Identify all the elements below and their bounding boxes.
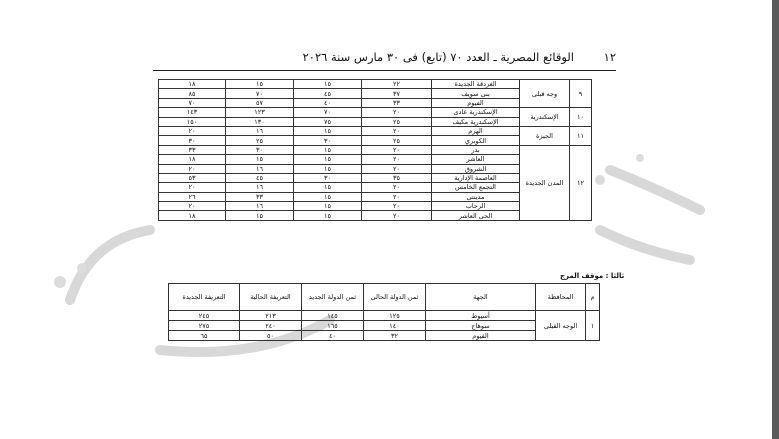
value-cell: ٢٤٥ bbox=[169, 311, 240, 321]
value-cell: ٢٢ bbox=[362, 80, 432, 89]
row-number-cell: ١٠ bbox=[570, 108, 592, 127]
value-cell: ٣٣ bbox=[362, 98, 432, 107]
column-header: المحافظة bbox=[536, 284, 586, 311]
value-cell: ١٢٣ bbox=[226, 108, 294, 117]
table-row bbox=[159, 80, 592, 89]
column-header: ثمن الدولة الحالى bbox=[364, 284, 426, 311]
city-cell: الكوبري bbox=[432, 136, 520, 145]
value-cell: ١٥ bbox=[294, 202, 362, 211]
row-number-cell: ٩ bbox=[570, 80, 592, 108]
window-edge bbox=[772, 0, 779, 439]
fare-table-marg bbox=[168, 283, 600, 341]
city-cell: العاصمة الإدارية bbox=[432, 173, 520, 182]
value-cell: ١٣٠ bbox=[226, 117, 294, 126]
value-cell: ٣٢ bbox=[364, 331, 426, 341]
header-rule bbox=[153, 70, 616, 71]
value-cell: ١٥ bbox=[294, 145, 362, 154]
value-cell: ٣٠ bbox=[294, 136, 362, 145]
value-cell: ١٨ bbox=[159, 155, 226, 164]
value-cell: ٧٥ bbox=[294, 117, 362, 126]
value-cell: ٢٠ bbox=[362, 192, 432, 201]
value-cell: ٢٠ bbox=[362, 155, 432, 164]
value-cell: ٢٠ bbox=[362, 183, 432, 192]
value-cell: ٣٣ bbox=[159, 145, 226, 154]
city-cell: الشروق bbox=[432, 164, 520, 173]
value-cell: ٢١٣ bbox=[240, 311, 302, 321]
value-cell: ٣٠ bbox=[226, 145, 294, 154]
region-cell: الإسكندرية bbox=[520, 108, 570, 127]
value-cell: ٢٠ bbox=[159, 126, 226, 135]
value-cell: ٣٠ bbox=[159, 136, 226, 145]
city-cell: الرحاب bbox=[432, 202, 520, 211]
value-cell: ٢٥ bbox=[226, 136, 294, 145]
page-header bbox=[156, 50, 616, 68]
value-cell: ١٥ bbox=[294, 80, 362, 89]
destination-cell: أسيوط bbox=[426, 311, 536, 321]
value-cell: ٥٧ bbox=[226, 98, 294, 107]
table-row bbox=[169, 311, 600, 321]
gazette-title: الوقائع المصرية ـ العدد ٧٠ (تابع) فى ٣٠ مارس سنة ٢٠٢٦ bbox=[302, 50, 574, 64]
value-cell: ٢٠ bbox=[362, 108, 432, 117]
value-cell: ٣٠ bbox=[294, 173, 362, 182]
region-cell: الجيزة bbox=[520, 126, 570, 145]
value-cell: ٢٠ bbox=[159, 164, 226, 173]
value-cell: ١٦ bbox=[226, 126, 294, 135]
value-cell: ١٥ bbox=[294, 126, 362, 135]
value-cell: ١٥ bbox=[226, 211, 294, 220]
value-cell: ١٦٥ bbox=[302, 321, 364, 331]
row-number-cell: ١١ bbox=[570, 126, 592, 145]
value-cell: ١٢٥ bbox=[364, 311, 426, 321]
value-cell: ١٨ bbox=[159, 80, 226, 89]
value-cell: ١٥ bbox=[294, 211, 362, 220]
value-cell: ٧٠ bbox=[294, 108, 362, 117]
value-cell: ١٨ bbox=[159, 211, 226, 220]
destination-cell: الفيوم bbox=[426, 331, 536, 341]
destination-cell: سوهاج bbox=[426, 321, 536, 331]
value-cell: ٢٥ bbox=[362, 117, 432, 126]
region-cell: المدن الجديدة bbox=[520, 145, 570, 220]
value-cell: ١٥ bbox=[294, 155, 362, 164]
value-cell: ٢٠ bbox=[159, 183, 226, 192]
city-cell: التجمع الخامس bbox=[432, 183, 520, 192]
value-cell: ٦٥ bbox=[169, 331, 240, 341]
column-header: التعريفة الحالية bbox=[240, 284, 302, 311]
value-cell: ٤٠ bbox=[302, 331, 364, 341]
value-cell: ١٤٥ bbox=[302, 311, 364, 321]
value-cell: ٢٥ bbox=[362, 136, 432, 145]
column-header: الجهة bbox=[426, 284, 536, 311]
city-cell: مدينتى bbox=[432, 192, 520, 201]
value-cell: ٣٥ bbox=[362, 173, 432, 182]
value-cell: ٢٠ bbox=[159, 202, 226, 211]
value-cell: ٧٠ bbox=[226, 89, 294, 98]
table-row bbox=[169, 321, 600, 331]
value-cell: ٢٠ bbox=[362, 202, 432, 211]
value-cell: ٣٣ bbox=[226, 192, 294, 201]
section-title: ثالثا : موقف المرج bbox=[560, 272, 625, 280]
table-row bbox=[159, 126, 592, 135]
row-number-cell: ١ bbox=[586, 311, 600, 341]
value-cell: ٤٥ bbox=[294, 89, 362, 98]
city-cell: العاشر bbox=[432, 155, 520, 164]
region-cell: وجه قبلى bbox=[520, 80, 570, 108]
value-cell: ١٥ bbox=[294, 164, 362, 173]
city-cell: بدر bbox=[432, 145, 520, 154]
city-cell: الإسكندرية عادى bbox=[432, 108, 520, 117]
value-cell: ١٥ bbox=[226, 155, 294, 164]
city-cell: الهرم bbox=[432, 126, 520, 135]
value-cell: ٧٠ bbox=[159, 98, 226, 107]
table-row bbox=[159, 108, 592, 117]
value-cell: ٨٥ bbox=[159, 89, 226, 98]
value-cell: ١٥ bbox=[294, 183, 362, 192]
value-cell: ١٦ bbox=[226, 183, 294, 192]
city-cell: الحى العاشر bbox=[432, 211, 520, 220]
value-cell: ١٥ bbox=[226, 80, 294, 89]
value-cell: ٥٣ bbox=[159, 173, 226, 182]
value-cell: ٢٠ bbox=[362, 164, 432, 173]
value-cell: ١٥ bbox=[294, 192, 362, 201]
city-cell: الإسكندرية مكيف bbox=[432, 117, 520, 126]
column-header: التعريفة الجديدة bbox=[169, 284, 240, 311]
value-cell: ١٥٠ bbox=[159, 117, 226, 126]
value-cell: ١٤٠ bbox=[364, 321, 426, 331]
value-cell: ٤٠ bbox=[294, 98, 362, 107]
city-cell: بنى سويف bbox=[432, 89, 520, 98]
value-cell: ١٦ bbox=[226, 202, 294, 211]
table-row bbox=[169, 331, 600, 341]
city-cell: الغردقة الجديدة bbox=[432, 80, 520, 89]
value-cell: ٣٧ bbox=[362, 89, 432, 98]
city-cell: الفيوم bbox=[432, 98, 520, 107]
value-cell: ٢٠ bbox=[362, 211, 432, 220]
column-header: م bbox=[586, 284, 600, 311]
value-cell: ١٤٣ bbox=[159, 108, 226, 117]
fare-table-main bbox=[158, 79, 592, 221]
page-number: ١٢ bbox=[603, 50, 616, 64]
value-cell: ١٦ bbox=[226, 164, 294, 173]
value-cell: ٢٠ bbox=[362, 145, 432, 154]
value-cell: ٢٠ bbox=[362, 126, 432, 135]
value-cell: ٤٥ bbox=[226, 173, 294, 182]
value-cell: ٢٤٠ bbox=[240, 321, 302, 331]
governorate-cell: الوجه القبلى bbox=[536, 311, 586, 341]
value-cell: ٥٠ bbox=[240, 331, 302, 341]
column-header: ثمن الدولة الجديد bbox=[302, 284, 364, 311]
table-row bbox=[159, 145, 592, 154]
value-cell: ٢٧٥ bbox=[169, 321, 240, 331]
row-number-cell: ١٢ bbox=[570, 145, 592, 220]
value-cell: ٢٦ bbox=[159, 192, 226, 201]
